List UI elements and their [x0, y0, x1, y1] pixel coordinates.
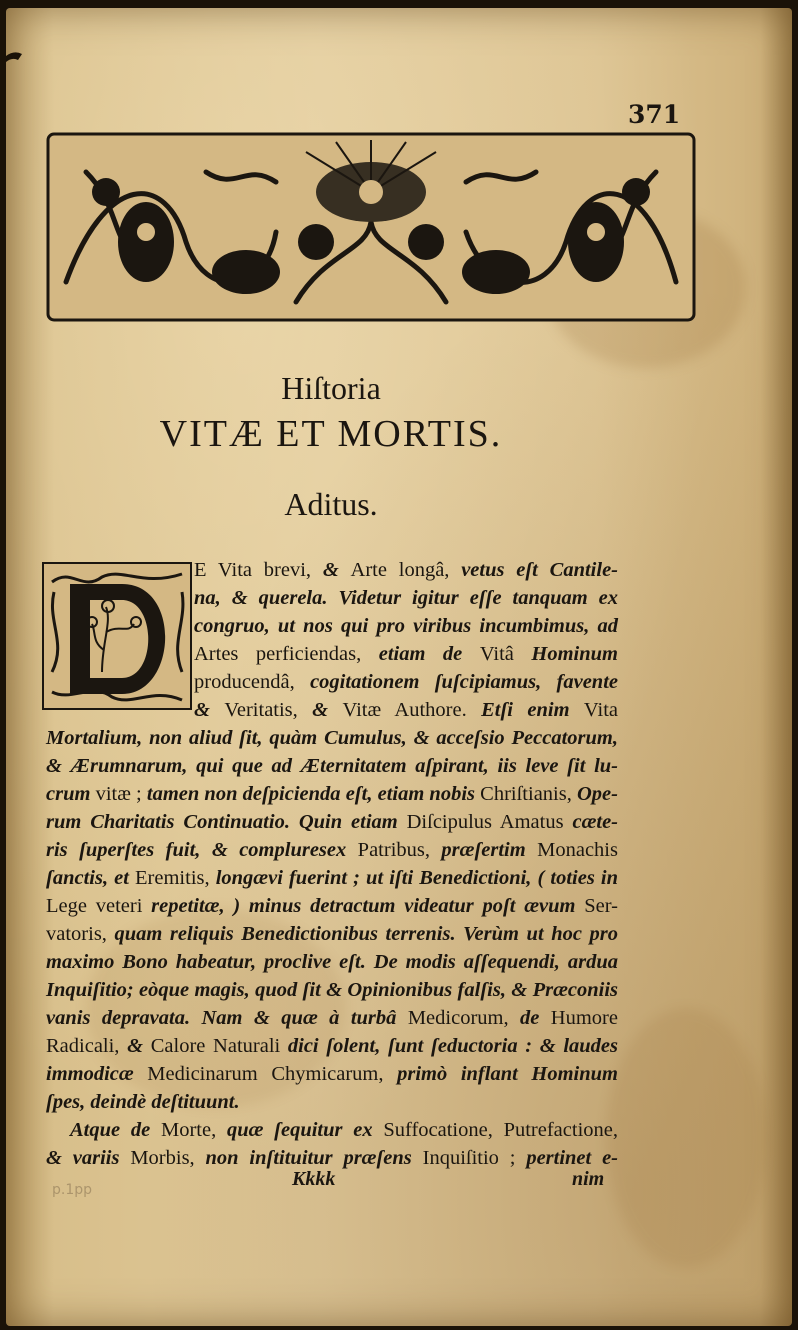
text-run: Vita — [583, 699, 618, 721]
text-run: & variis — [46, 1147, 131, 1169]
text-line — [46, 864, 618, 892]
text-run: Vitæ Authore. — [342, 699, 482, 721]
text-run: Morte, — [160, 1119, 227, 1141]
text-line — [46, 668, 618, 696]
text-run: Ope- — [577, 783, 618, 805]
text-line — [46, 724, 618, 752]
text-line — [46, 584, 618, 612]
text-run: Radicali, — [46, 1035, 128, 1057]
text-run: ris ſuperſtes fuit, & compluresex — [46, 839, 358, 861]
text-run: præſertim — [441, 839, 538, 861]
text-run: Diſcipulus Amatus — [406, 811, 573, 833]
text-run: pertinet e- — [526, 1147, 618, 1169]
text-run: Humore — [550, 1007, 618, 1029]
text-run: etiam de — [378, 643, 480, 665]
text-line — [46, 808, 618, 836]
page-number: 371 — [628, 100, 681, 129]
text-run: E Vita brevi, — [194, 559, 323, 581]
text-line — [46, 612, 618, 640]
text-line — [46, 780, 618, 808]
text-line — [46, 1032, 618, 1060]
text-run: vetus eſt Cantile- — [461, 559, 618, 581]
text-run: cogitationem ſuſcipiamus, favente — [310, 671, 619, 693]
text-run: Chriſtianis, — [480, 783, 577, 805]
text-run: Morbis, — [130, 1147, 206, 1169]
text-run: producendâ, — [194, 671, 311, 693]
text-line — [46, 892, 618, 920]
text-line — [46, 948, 618, 976]
text-line — [46, 1004, 618, 1032]
body-text — [46, 556, 618, 1172]
binding-clip-icon — [6, 48, 30, 68]
text-line — [46, 640, 618, 668]
text-run: & — [312, 699, 343, 721]
pencil-annotation: p.1pp — [52, 1182, 93, 1198]
text-run: vitæ ; — [95, 783, 147, 805]
text-line — [46, 920, 618, 948]
text-run: Arte longâ, — [350, 559, 462, 581]
heading-title: VITÆ ET MORTIS. — [159, 413, 503, 455]
text-run: Vitâ — [479, 643, 532, 665]
text-line — [46, 556, 618, 584]
text-run: Suffocatione, Putrefactione, — [383, 1119, 618, 1141]
text-line — [46, 1088, 618, 1116]
text-run: na, & querela. Videtur igitur eſſe tanquam ex — [194, 587, 618, 609]
text-run: Patribus, — [357, 839, 442, 861]
text-run: Artes perficiendas, — [194, 643, 379, 665]
text-run: ſanctis, et — [46, 867, 136, 889]
text-run: maximo Bono habeatur, proclive eſt. De modis aſſequendi, ardua — [46, 951, 618, 973]
text-run: tamen non deſpicienda eſt, etiam nobis — [146, 783, 481, 805]
text-line — [46, 696, 618, 724]
text-run: Etſi enim — [481, 699, 584, 721]
text-run: non inſtituitur præſens — [205, 1147, 423, 1169]
text-run: rum Charitatis Continuatio. Quin etiam — [46, 811, 407, 833]
text-run: ſpes, deindè deſtituunt. — [46, 1091, 240, 1113]
text-run: Medicorum, — [407, 1007, 521, 1029]
paper-stain — [606, 1008, 766, 1268]
text-run: quam reliquis Benedictionibus terrenis. Verùm ut hoc pro — [114, 923, 618, 945]
text-run: Hominum — [531, 643, 618, 665]
text-run: Monachis — [537, 839, 618, 861]
text-line — [46, 1116, 618, 1144]
text-run: repetitæ, ) minus detractum videatur poſt ævum — [151, 895, 585, 917]
text-run: & — [194, 699, 225, 721]
text-run: dici ſolent, ſunt ſeductoria : & laudes — [287, 1035, 619, 1057]
text-run: Veritatis, — [224, 699, 313, 721]
text-run: congruo, ut nos qui pro viribus incumbimus, ad — [194, 615, 618, 637]
text-run: Calore Naturali — [150, 1035, 288, 1057]
text-run: Atque de — [70, 1119, 161, 1141]
text-run: Inquiſitio; eòque magis, quod ſit & Opinionibus falſis, & Præconiis — [46, 979, 618, 1001]
text-run: Inquiſitio ; — [422, 1147, 527, 1169]
signature-mark: Kkkk — [292, 1168, 336, 1190]
text-run: crum — [46, 783, 96, 805]
text-run: & Ærumnarum, qui que ad Æternitatem aſpirant, iis leve ſit lu- — [46, 755, 618, 777]
text-line — [46, 752, 618, 780]
text-run: de — [520, 1007, 551, 1029]
text-run: longævi fuerint ; ut iſti Benedictioni, ( toties in — [215, 867, 618, 889]
text-run: vanis depravata. Nam & quæ à turbâ — [46, 1007, 408, 1029]
text-run: Medicinarum Chymicarum, — [147, 1063, 398, 1085]
text-run: quæ ſequitur ex — [226, 1119, 384, 1141]
text-run: immodicæ — [46, 1063, 148, 1085]
text-run: & — [322, 559, 351, 581]
text-line — [46, 1060, 618, 1088]
text-line — [46, 976, 618, 1004]
text-run: Lege veteri — [46, 895, 152, 917]
text-run: & — [127, 1035, 151, 1057]
text-run: primò inflant Hominum — [397, 1063, 618, 1085]
book-page — [6, 8, 792, 1326]
text-run: cæte- — [572, 811, 618, 833]
text-run: Ser- — [584, 895, 618, 917]
text-line — [46, 836, 618, 864]
text-run: Mortalium, non aliud ſit, quàm Cumulus, & acceſsio Peccatorum, — [46, 727, 618, 749]
heading-historia: Hiſtoria — [281, 370, 381, 406]
woodcut-headpiece-ornament — [46, 132, 696, 322]
catchword: nim — [572, 1168, 605, 1190]
text-run: vatoris, — [46, 923, 115, 945]
text-run: Eremitis, — [135, 867, 216, 889]
section-title: Aditus. — [284, 486, 378, 522]
